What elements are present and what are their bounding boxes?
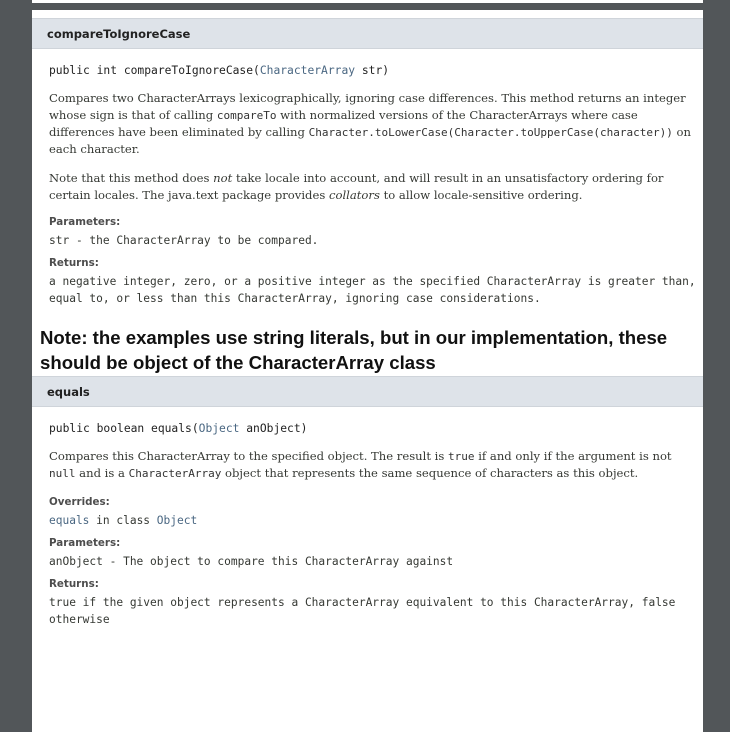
- parameters-label: Parameters:: [49, 216, 121, 228]
- desc-code: compareTo: [216, 109, 277, 122]
- object-link[interactable]: Object: [198, 422, 240, 435]
- returns-label: Returns:: [49, 578, 99, 590]
- previous-page-edge: [32, 0, 703, 3]
- overrides-text: in class: [89, 514, 157, 527]
- method-signature: [49, 64, 703, 77]
- desc-text: Compares this CharacterArray to the specified object. The result is: [49, 449, 449, 463]
- desc-text: on each character.: [49, 125, 691, 156]
- parameter-description: str - the CharacterArray to be compared.: [49, 234, 319, 247]
- method-name: equals: [47, 384, 90, 399]
- desc-code: null: [49, 467, 76, 480]
- overrides-label: Overrides:: [49, 496, 110, 508]
- signature-suffix: anObject): [239, 422, 308, 435]
- signature-prefix: public boolean equals(: [49, 422, 199, 435]
- method-description: [49, 90, 699, 158]
- returns-label: Returns:: [49, 257, 99, 269]
- desc-code: true: [448, 450, 475, 463]
- returns-description: a negative integer, zero, or a positive integer as the specified CharacterArray is greater than, equal to, or less than this CharacterArray, ignoring case considerations.: [49, 275, 703, 305]
- desc-text: take locale into account, and will result in an unsatisfactory ordering for certain locales. The java.text package provides: [49, 171, 664, 202]
- desc-text: object that represents the same sequence of characters as this object.: [221, 466, 639, 480]
- desc-text: with normalized versions of the CharacterArrays where case differences have been eliminated by calling: [49, 108, 638, 139]
- desc-text: Note that this method does: [49, 171, 214, 185]
- character-array-link[interactable]: CharacterArray: [259, 64, 356, 77]
- desc-code: CharacterArray: [128, 467, 222, 480]
- desc-emphasis: collators: [328, 188, 380, 202]
- desc-text: to allow locale-sensitive ordering.: [379, 188, 583, 202]
- locale-note: [49, 170, 699, 204]
- method-signature: [49, 422, 703, 435]
- desc-code: Character.toLowerCase(Character.toUpperCase(character)): [308, 126, 673, 139]
- method-header-compare-to-ignore-case: [32, 18, 703, 49]
- implementation-note: Note: the examples use string literals, but in our implementation, these should be object of the CharacterArray class: [40, 327, 668, 373]
- desc-emphasis: not: [213, 171, 233, 185]
- overrides-description: [49, 512, 699, 529]
- desc-text: and is a: [75, 466, 129, 480]
- desc-text: if and only if the argument is not: [474, 449, 672, 463]
- equals-link[interactable]: equals: [49, 514, 90, 527]
- signature-prefix: public int compareToIgnoreCase(: [49, 64, 260, 77]
- parameter-description: anObject - The object to compare this CharacterArray against: [49, 555, 454, 568]
- document-page: [32, 10, 703, 732]
- object-class-link[interactable]: Object: [156, 514, 198, 527]
- desc-text: Compares two CharacterArrays lexicographically, ignoring case differences. This method returns an integer whose sign is that of calling: [49, 91, 686, 122]
- method-description: [49, 448, 699, 482]
- method-header-equals: [32, 376, 703, 407]
- returns-description: true if the given object represents a CharacterArray equivalent to this CharacterArray, false otherwise: [49, 596, 683, 626]
- parameters-label: Parameters:: [49, 537, 121, 549]
- signature-suffix: str): [355, 64, 390, 77]
- method-name: compareToIgnoreCase: [47, 26, 191, 41]
